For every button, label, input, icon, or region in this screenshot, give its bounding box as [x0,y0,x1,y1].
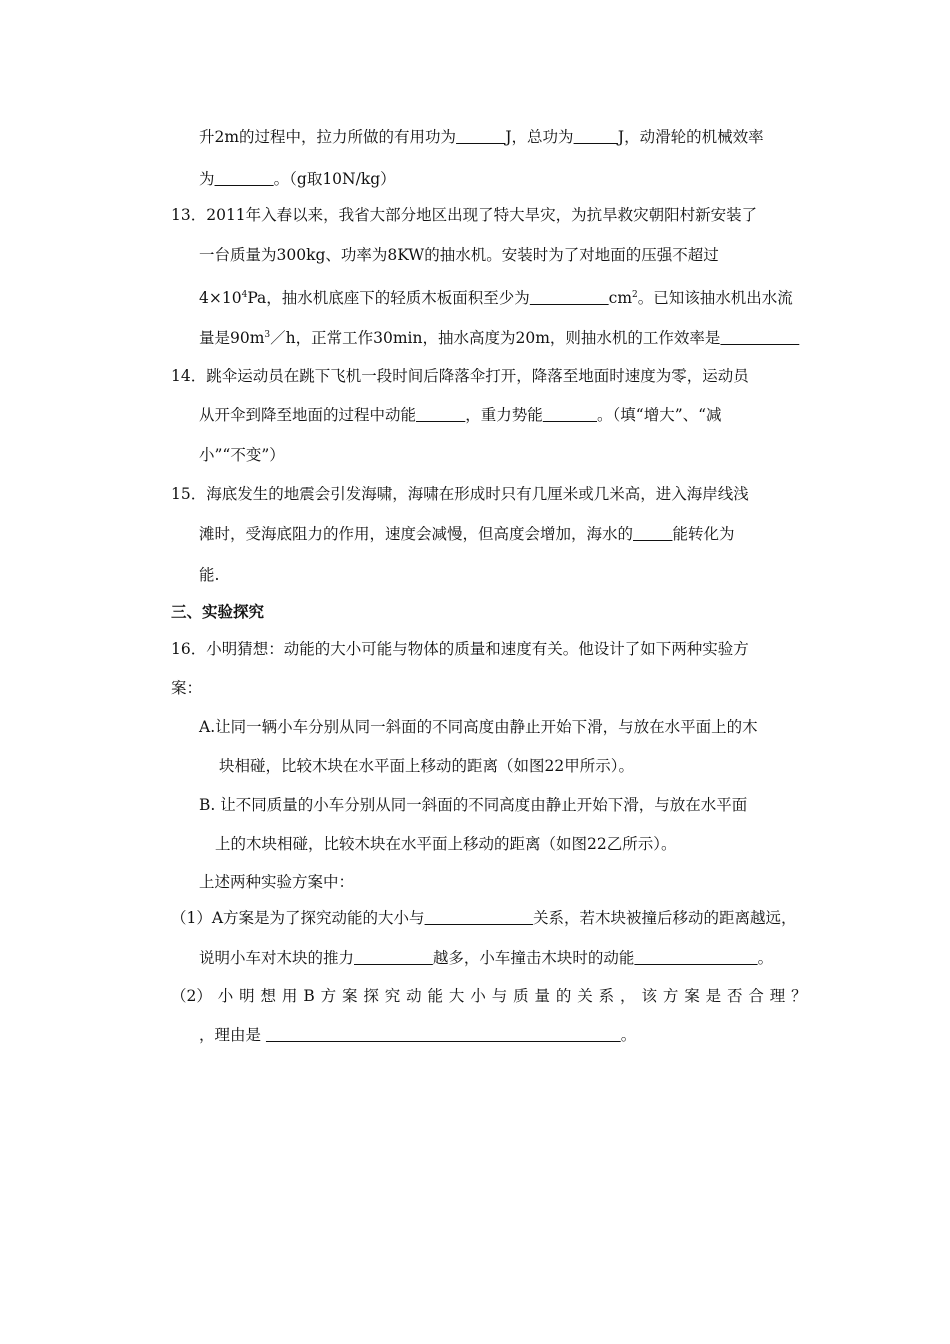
q16-part1-line1 [171,908,796,928]
q16-char: B [303,987,315,1005]
q16-char: ？ [791,987,807,1005]
q14-text: ，重力势能 [465,406,543,424]
q13-line4 [199,328,799,348]
q16-char: 该 [641,987,657,1005]
q12-line2 [199,169,396,189]
q16-char: 能 [427,987,444,1005]
q16-char: 动 [406,987,422,1005]
q12-text: J，动滑轮的机械效率 [617,128,764,146]
q16-part1-line2 [199,948,773,968]
q16-char: 明 [239,987,255,1005]
q14-line3: 小”“不变”） [199,446,285,464]
superscript: 4 [241,289,248,300]
q12-line1 [199,127,764,147]
q16-part2-line2 [199,1025,636,1045]
q12-text: 为 [199,170,215,188]
q13-text: cm [608,289,633,307]
q13-text: 4×10 [199,289,242,307]
q12-text: 升2m的过程中，拉力所做的有用功为 [199,128,457,146]
q13-text: 。已知该抽水机出水流 [637,289,793,307]
q15-line1: 15．海底发生的地震会引发海啸，海啸在形成时只有几厘米或几米高，进入海岸线浅 [171,485,749,503]
q16-char: 小 [470,987,486,1005]
blank-useful-work[interactable] [456,128,505,146]
q14-text: 。（填“增大”、“减 [597,406,722,424]
q14-line2 [199,405,722,425]
blank-potential-energy[interactable] [543,406,597,424]
q16-char: 探 [363,987,379,1005]
q16-text: 。 [757,949,774,967]
blank-relation[interactable] [425,909,533,927]
q16-text: 关系，若木块被撞后移动的距离越远， [532,909,797,927]
q16-part2-line1 [171,986,807,1006]
q16-char: 用 [281,987,298,1005]
q16-char: 大 [448,987,465,1005]
q13-text: ／h，正常工作30min，抽水高度为20m，则抽水机的工作效率是 [270,329,721,347]
q16-text: ，理由是 [199,1026,262,1044]
q16-char: 合 [748,987,764,1005]
q16-char: 方 [320,987,337,1005]
option-a-line2: 块相碰，比较木块在水平面上移动的距离（如图22甲所示）。 [219,757,634,775]
q16-char: 关 [577,987,593,1005]
q16-text: 。 [620,1026,637,1044]
q16-text: 越多，小车撞击木块时的动能 [432,949,635,967]
q15-line2 [199,524,734,544]
q12-text: J，总功为 [505,128,574,146]
q15-text: 滩时，受海底阻力的作用，速度会减慢，但高度会增加，海水的 [199,525,634,543]
q13-text: Pa，抽水机底座下的轻质木板面积至少为 [247,289,530,307]
q16-line2: 案： [171,679,203,697]
q16-char: 案 [341,987,358,1005]
q16-text: 说明小车对木块的推力 [199,949,355,967]
blank-energy-type[interactable] [633,525,672,543]
q15-line3: 能. [199,566,220,584]
q13-line1: 13．2011年入春以来，我省大部分地区出现了特大旱灾，为抗旱救灾朝阳村新安装了 [171,206,758,224]
blank-efficiency[interactable] [215,170,274,188]
blank-pump-efficiency[interactable] [720,329,799,347]
q16-char: 质 [513,987,529,1005]
section-heading: 三、实验探究 [171,603,265,621]
blank-push-work[interactable] [354,949,433,967]
q16-line1: 16．小明猜想：动能的大小可能与物体的质量和速度有关。他设计了如下两种实验方 [171,640,749,658]
q13-text: 量是90m [199,329,265,347]
q15-text: 能转化为 [672,525,735,543]
q13-line2: 一台质量为300kg、功率为8KW的抽水机。安装时为了对地面的压强不超过 [199,246,719,264]
blank-impact-energy[interactable] [634,949,757,967]
q16-char: 方 [662,987,679,1005]
option-b-line2: 上的木块相碰，比较木块在水平面上移动的距离（如图22乙所示）。 [215,835,677,853]
q16-char: 是 [705,987,722,1005]
q16-char: 理 [769,987,786,1005]
q16-char: ， [620,987,636,1005]
q12-text: 。（g取10N/kg） [273,170,396,188]
superscript: 3 [264,329,271,340]
q16-char: 的 [555,987,572,1005]
q14-line1: 14．跳伞运动员在跳下飞机一段时间后降落伞打开，降落至地面时速度为零，运动员 [171,367,749,385]
q16-char: 否 [727,987,743,1005]
superscript: 2 [632,289,638,300]
option-b-line1: B. 让不同质量的小车分别从同一斜面的不同高度由静止开始下滑，与放在水平面 [199,796,748,814]
blank-kinetic-energy[interactable] [416,406,465,424]
q16-char: 与 [491,987,508,1005]
q16-char: 系 [598,987,615,1005]
q16-char: （2） [171,987,212,1005]
blank-total-work[interactable] [574,128,618,146]
q16-char: 量 [534,987,550,1005]
q16-char: 究 [384,987,401,1005]
q16-intro: 上述两种实验方案中： [199,873,355,891]
blank-reason[interactable] [266,1026,621,1044]
q16-text: （1）A方案是为了探究动能的大小与 [171,909,425,927]
option-a-line1: A.让同一辆小车分别从同一斜面的不同高度由静止开始下滑，与放在水平面上的木 [199,718,758,736]
q14-text: 从开伞到降至地面的过程中动能 [199,406,417,424]
q13-line3 [199,288,793,308]
q16-char: 案 [684,987,700,1005]
q16-char: 想 [260,987,277,1005]
blank-board-area[interactable] [530,289,609,307]
q16-char: 小 [217,987,234,1005]
